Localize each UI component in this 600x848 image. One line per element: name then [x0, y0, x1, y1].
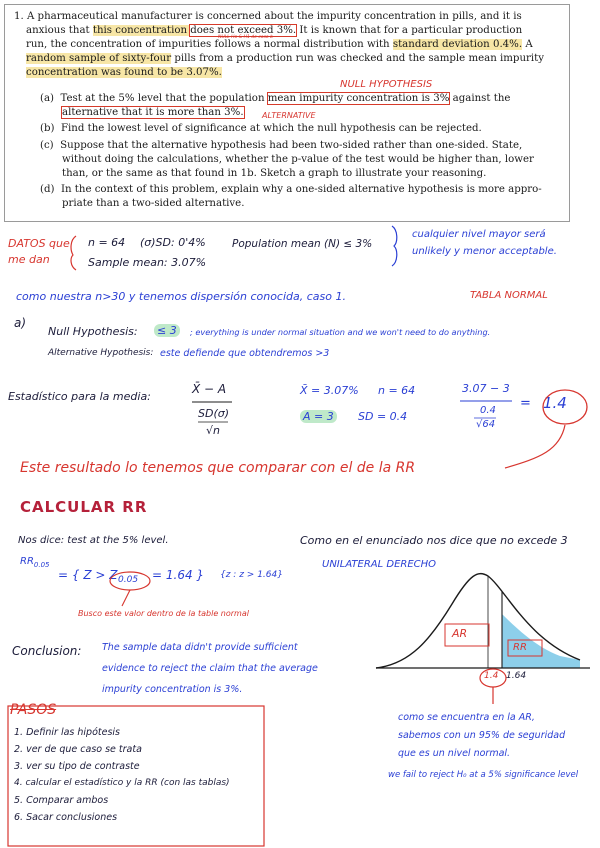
null-hypothesis-label: Null Hypothesis:	[48, 325, 138, 338]
part-c: (c) Suppose that the alternative hypothesis had been two-sided rather than one-sided. State,	[40, 140, 523, 151]
rejection-region-fill	[502, 614, 580, 668]
ar-label: AR	[452, 627, 468, 640]
part-a-label: a)	[14, 316, 27, 330]
que-es-note: que es un nivel normal.	[398, 748, 511, 759]
null-hypothesis-annotation: NULL HYPOTHESIS	[340, 79, 433, 90]
rr-set: {z : z > 1.64}	[220, 570, 283, 580]
calc-numerator: 3.07 − 3	[462, 382, 510, 395]
problem-line-4: random sample of sixty-four pills from a production run was checked and the sample mean impurity	[26, 53, 544, 64]
estadistico-label: Estadístico para la media:	[8, 390, 151, 403]
step-1: 1. Definir las hipótesis	[14, 727, 121, 738]
formula-denominator: SD(σ)	[198, 407, 230, 420]
rr-value-circle	[110, 572, 150, 590]
value-1-64: 1.64	[506, 671, 527, 681]
rr-zone-label: RR	[513, 642, 527, 653]
equals-sign: =	[520, 396, 531, 411]
compare-note: Este resultado lo tenemos que comparar con el de la RR	[20, 460, 416, 476]
result-circle	[543, 390, 587, 424]
datos-label: DATOS que	[8, 237, 70, 250]
part-c-line-2: without doing the calculations, whether the p-value of the test would be higher than, lower	[62, 154, 534, 165]
data-n: n = 64	[88, 236, 126, 249]
data-sd: (σ)SD: 0'4%	[140, 236, 206, 249]
mean-brace	[392, 226, 397, 266]
datos-brace	[71, 236, 76, 270]
test-level-note: Nos dice: test at the 5% level.	[18, 535, 169, 546]
part-b: (b) Find the lowest level of significance at which the null hypothesis can be rejected.	[40, 123, 482, 134]
calc-denominator-2: √64	[476, 419, 496, 430]
problem-line-5: concentration was found to be 3.07%.	[26, 67, 222, 78]
problem-line-2: anxious that this concentration does not exceed 3%. It is known that for a particular production	[26, 25, 523, 36]
unilateral-note: UNILATERAL DERECHO	[322, 559, 437, 570]
sabemos-note: sabemos con un 95% de seguridad	[398, 730, 566, 741]
alternative-annotation: ALTERNATIVE	[262, 111, 316, 120]
part-a-line-2: alternative that it is more than 3%.	[62, 107, 244, 118]
step-5: 5. Comparar ambos	[14, 795, 109, 806]
step-2: 2. ver de que caso se trata	[14, 744, 142, 755]
calcular-rr-heading: CALCULAR RR	[20, 498, 148, 516]
statistic-result: 1.4	[543, 394, 567, 412]
data-population-mean: Population mean (N) ≤ 3%	[232, 238, 373, 250]
problem-line-3: run, the concentration of impurities follows a normal distribution with standard deviation 0.4%. A	[26, 39, 533, 50]
formula-numerator: X̄ − A	[192, 382, 227, 396]
problem-line-1: 1. A pharmaceutical manufacturer is concerned about the impurity concentration in pills, and it is	[14, 11, 522, 22]
small-annotation: NULL Ho & H1 de caso b	[218, 35, 273, 40]
pasos-heading: PASOS	[10, 702, 57, 718]
busco-arrow	[122, 590, 130, 606]
unlikely-note: unlikely y menor acceptable.	[412, 246, 557, 257]
formula-root-n: √n	[206, 424, 220, 437]
step-6: 6. Sacar conclusiones	[14, 812, 118, 823]
step-4: 4. calcular el estadístico y la RR (con las tablas)	[14, 778, 230, 788]
part-a: (a) Test at the 5% level that the population mean impurity concentration is 3% against the	[40, 93, 511, 104]
calc-denominator-1: 0.4	[480, 405, 496, 416]
conclusion-line-1: The sample data didn't provide sufficient	[102, 642, 298, 653]
n-value: n = 64	[378, 384, 416, 397]
part-c-line-3: than, or the same as that found in 1b. Sketch a graph to illustrate your reasoning.	[62, 168, 487, 179]
rr-label: $RR_{0.05}$	[20, 556, 50, 569]
conclusion-line-3: impurity concentration is 3%.	[102, 684, 243, 695]
rr-subscript: 0.05	[118, 575, 139, 585]
conclusion-label: Conclusion:	[12, 644, 82, 658]
como-en-note: Como en el enunciado nos dice que no excede 3	[300, 534, 568, 547]
data-sample-mean: Sample mean: 3.07%	[88, 256, 207, 269]
part-d-line-2: priate than a two-sided alternative.	[62, 198, 245, 209]
caso-note: como nuestra n>30 y tenemos dispersión conocida, caso 1.	[16, 290, 346, 303]
part-d: (d) In the context of this problem, explain why a one-sided alternative hypothesis is more appro-	[40, 184, 542, 195]
null-hypothesis-value: ≤ 3	[154, 324, 180, 337]
xbar-value: X̄ = 3.07%	[300, 384, 359, 397]
sd-value: SD = 0.4	[358, 410, 408, 423]
busco-note: Busco este valor dentro de la table normal	[78, 609, 249, 618]
rr-expression: = { Z > Z	[58, 568, 118, 582]
a-value: A = 3	[300, 410, 337, 423]
result-arrow	[505, 425, 565, 468]
we-fail-note: we fail to reject H₀ at a 5% significance level	[388, 770, 579, 780]
alt-hypothesis-desc: este defiende que obtendremos >3	[160, 348, 330, 359]
me-dan-label: me dan	[8, 253, 50, 266]
alt-hypothesis-label: Alternative Hypothesis:	[48, 348, 154, 358]
conclusion-line-2: evidence to reject the claim that the average	[102, 663, 318, 674]
como-se-note: como se encuentra en la AR,	[398, 712, 535, 723]
value-1-4: 1.4	[484, 671, 499, 681]
tabla-normal: TABLA NORMAL	[470, 290, 548, 301]
cualquier-note: cualquier nivel mayor será	[412, 229, 546, 240]
step-3: 3. ver su tipo de contraste	[14, 761, 140, 772]
null-hypothesis-desc: ; everything is under normal situation and we won't need to do anything.	[190, 327, 491, 337]
rr-value: = 1.64 }	[152, 568, 205, 582]
